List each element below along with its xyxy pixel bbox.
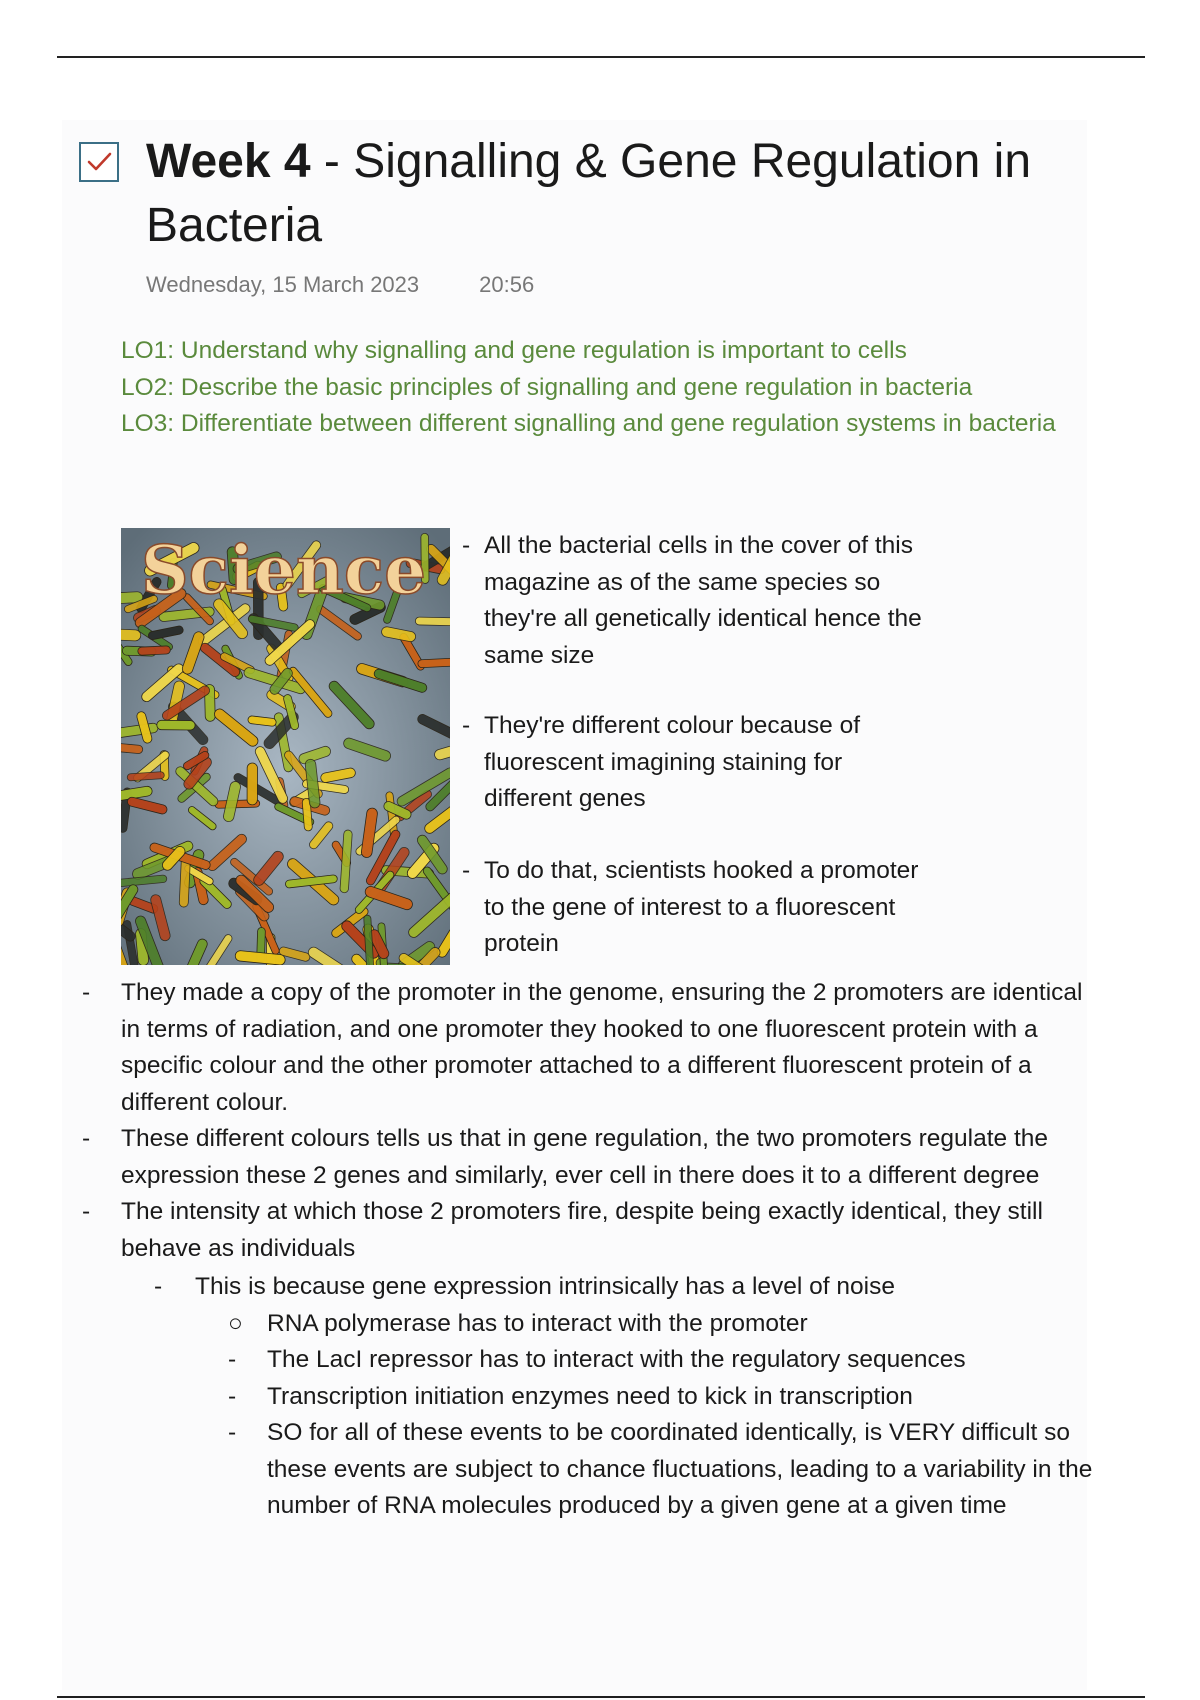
side-bullet-1: - All the bacterial cells in the cover of this magazine as of the same species so they're all genetically identical hence the same size xyxy=(462,532,922,669)
side-bullet-3: - To do that, scientists hooked a promoter to the gene of interest to a fluorescent protein xyxy=(462,857,919,957)
side-bullet-text: All the bacterial cells in the cover of this magazine as of the same species so they're all genetically identical hence the same size xyxy=(484,532,922,669)
list-item: - The intensity at which those 2 promoters fire, despite being exactly identical, they still behave as individuals xyxy=(82,1198,1043,1262)
list-item: - SO for all of these events to be coordinated identically, is VERY difficult so these events are subject to chance fluctuations, leading to a variability in the number of RNA molecules produced by a given gene at a given time xyxy=(228,1419,1093,1519)
science-logo: Science xyxy=(141,531,427,609)
objective-lo3: LO3: Differentiate between different signalling and gene regulation systems in bacteria xyxy=(121,410,1056,437)
side-bullet-text: To do that, scientists hooked a promoter to the gene of interest to a fluorescent protein xyxy=(484,857,919,957)
objective-lo1: LO1: Understand why signalling and gene regulation is important to cells xyxy=(121,337,907,364)
side-bullet-text: They're different colour because of fluorescent imagining staining for different genes xyxy=(484,712,861,812)
list-item: - Transcription initiation enzymes need to kick in transcription xyxy=(228,1382,913,1410)
list-item: - The LacI repressor has to interact with the regulatory sequences xyxy=(228,1346,966,1373)
side-bullet-2: - They're different colour because of fluorescent imagining staining for different genes xyxy=(462,712,861,812)
bottom-rule xyxy=(57,1696,1145,1698)
list-item: - These different colours tells us that in gene regulation, the two promoters regulate the expression these 2 genes and similarly, ever cell in there does it to a different degree xyxy=(82,1125,1049,1189)
objective-lo2: LO2: Describe the basic principles of signalling and gene regulation in bacteria xyxy=(121,373,973,401)
page-date: Wednesday, 15 March 2023 xyxy=(146,272,420,297)
list-item: - This is because gene expression intrinsically has a level of noise xyxy=(154,1273,895,1300)
main-bullet-list xyxy=(80,975,1100,1525)
title-topic: - Signalling & Gene Regulation in Bacteria xyxy=(146,135,1032,252)
list-item: - They made a copy of the promoter in the genome, ensuring the 2 promoters are identical in terms of radiation, and one promoter they hooked to one fluorescent protein with a specific colour and the other promoter attached to a different fluorescent protein of a different colour. xyxy=(82,979,1083,1116)
page-time: 20:56 xyxy=(479,272,535,297)
title-week: Week 4 xyxy=(146,135,311,188)
list-item: ○ RNA polymerase has to interact with the promoter xyxy=(228,1309,808,1337)
